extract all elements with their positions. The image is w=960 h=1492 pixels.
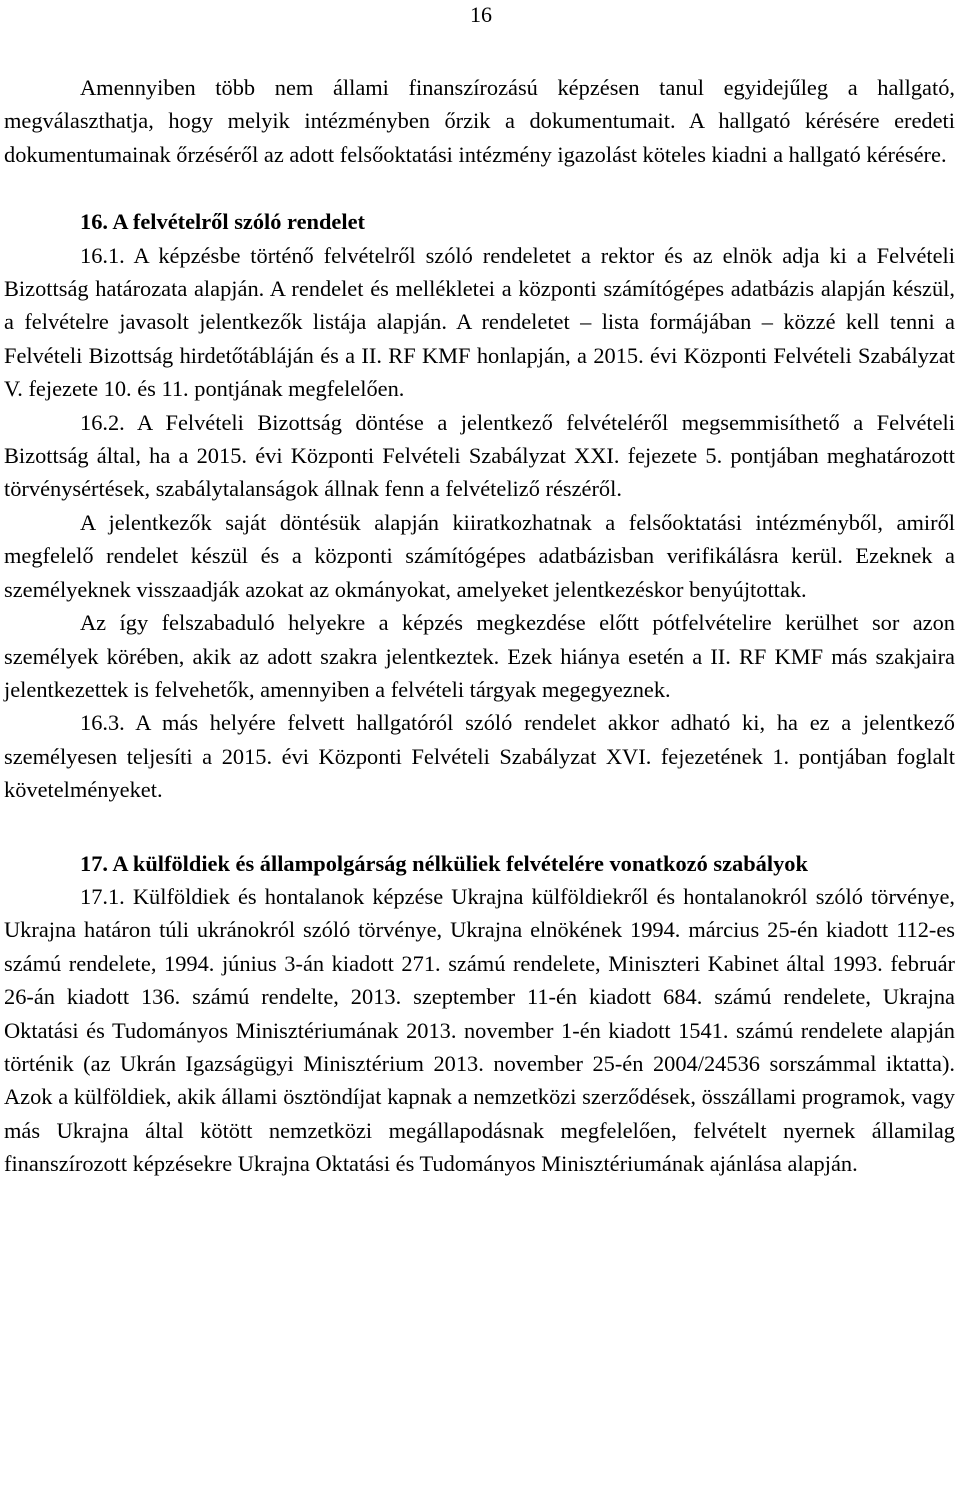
paragraph-16-2: 16.2. A Felvételi Bizottság döntése a jelentkező felvételéről megsemmisíthető a Felvételi Bizottság által, ha a 2015. évi Központi Felvételi Szabályzat XXI. fejezete 5. pontjában meghatározott törvénysértések, szabálytalanságok állnak fenn a felvételiző részéről. xyxy=(4,409,955,502)
document-body xyxy=(4,71,955,1181)
paragraph-withdrawal: A jelentkezők saját döntésük alapján kiiratkozhatnak a felsőoktatási intézményből, amiről megfelelő rendelet készül és a központi számítógépes adatbázisban verifikálásra kerül. Ezeknek a személyeknek visszaadják azokat az okmányokat, amelyeket jelentkezéskor benyújtottak. xyxy=(4,509,955,602)
paragraph-document-storage: Amennyiben több nem állami finanszírozású képzésen tanul egyidejűleg a hallgató, megválaszthatja, hogy melyik intézményben őrzik a dokumentumait. A hallgató kérésére eredeti dokumentumainak őrzéséről az adott felsőoktatási intézmény igazolást köteles kiadni a hallgató kérésére. xyxy=(4,75,955,167)
paragraph-supplementary-admission: Az így felszabaduló helyekre a képzés megkezdése előtt pótfelvételire kerülhet sor azon személyek körében, akik az adott szakra jelentkeztek. Ezek hiánya esetén a II. RF KMF más szakjaira jelentkezettek is felvehetők, amennyiben a felvételi tárgyak megegyeznek. xyxy=(4,610,955,702)
paragraph-16-3: 16.3. A más helyére felvett hallgatóról szóló rendelet akkor adható ki, ha ez a jelentkező személyesen teljesíti a 2015. évi Központi Felvételi Szabályzat XVI. fejezetének 1. pontjában foglalt követelményeket. xyxy=(4,710,955,803)
paragraph-17-1: 17.1. Külföldiek és hontalanok képzése Ukrajna külföldiekről és hontalanokról szóló törvénye, Ukrajna határon túli ukránokról szóló törvénye, Ukrajna elnökének 1994. március 25-én kiadott 112-es számú rendelete, 1994. június 3-án kiadott 271. számú rendelete, Miniszteri Kabinet által 1993. február 26-án kiadott 136. számú rendelte, 2013. szeptember 11-én kiadott 684. számú rendelete, Ukrajna Oktatási és Tudományos Minisztériumának 2013. november 1-én kiadott 1541. számú rendelete alapján történik (az Ukrán Igazságügyi Minisztérium 2013. november 25-én 2004/24536 sorszámmal iktatta). Azok a külföldiek, akik állami ösztöndíjat kapnak a nemzetközi szerződések, összállami programok, vagy más Ukrajna által kötött nemzetközi megállapodásnak megfelelően, felvételt nyernek államilag finanszírozott képzésekre Ukrajna Oktatási és Tudományos Minisztériumának ajánlása alapján. xyxy=(4,883,955,1177)
section-heading-17: 17. A külföldiek és állampolgárság nélküliek felvételére vonatkozó szabályok xyxy=(80,850,808,876)
page-number: 16 xyxy=(470,2,492,27)
section-heading-16: 16. A felvételről szóló rendelet xyxy=(80,209,365,235)
paragraph-16-1: 16.1. A képzésbe történő felvételről szóló rendeletet a rektor és az elnök adja ki a Felvételi Bizottság határozata alapján. A rendelet és mellékletei a központi számítógépes adatbázis alapján készül, a felvételre javasolt jelentkezők listája alapján. A rendeletet – lista formájában – közzé kell tenni a Felvételi Bizottság hirdetőtábláján és a II. RF KMF honlapján, a 2015. évi Központi Felvételi Szabályzat V. fejezete 10. és 11. pontjának megfelelően. xyxy=(4,242,955,402)
